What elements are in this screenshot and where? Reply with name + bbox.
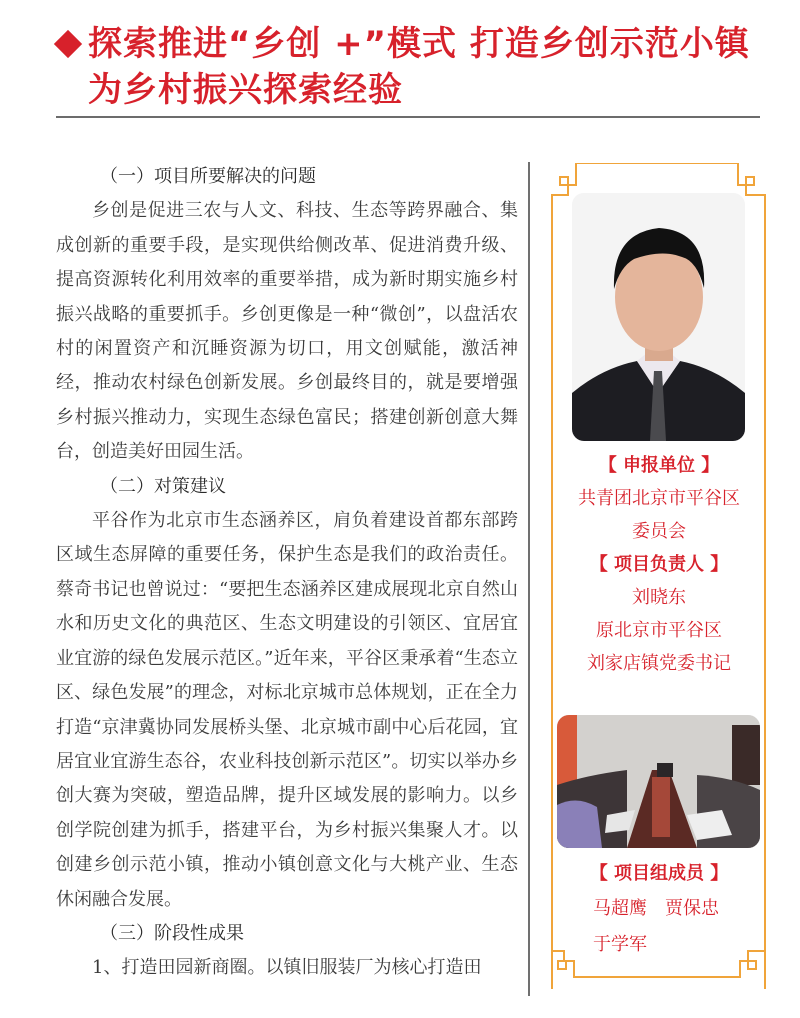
title-line-2: 为乡村振兴探索经验 <box>88 70 403 110</box>
section-heading-2: （二）对策建议 <box>100 475 226 497</box>
reporting-unit-line-2: 委员会 <box>632 521 686 542</box>
title-divider <box>56 116 760 118</box>
leader-portrait <box>572 193 745 441</box>
sidebar-info <box>556 449 762 680</box>
title-line-1: 探索推进“乡创 +”模式 打造乡创示范小镇 <box>88 24 750 64</box>
leader-title-line-1: 原北京市平谷区 <box>596 620 722 641</box>
section-1-paragraph: 乡创是促进三农与人文、科技、生态等跨界融合、集成创新的重要手段，是实现供给侧改革、促进消费升级、提高资源转化利用效率的重要举措，成为新时期实施乡村振兴战略的重要抓手。乡创更像是一种“微创”，以盘活农村的闲置资产和沉睡资源为切口，用文创赋能，激活神经，推动农村绿色创新发展。乡创最终目的，就是要增强乡村振兴推动力，实现生态绿色富民；搭建创新创意大舞台，创造美好田园生活。 <box>56 200 518 463</box>
section-heading-1: （一）项目所要解决的问题 <box>100 166 316 187</box>
members-list <box>593 891 763 963</box>
article-title <box>58 21 778 113</box>
reporting-unit-label: 【 申报单位 】 <box>598 455 720 476</box>
meeting-photo <box>557 715 760 848</box>
members-label: 【 项目组成员 】 <box>589 863 729 884</box>
member-name: 于学军 <box>593 934 647 955</box>
members-heading <box>556 857 762 890</box>
leader-name: 刘晓东 <box>632 587 686 608</box>
reporting-unit-line-1: 共青团北京市平谷区 <box>578 488 740 509</box>
leader-label: 【 项目负责人 】 <box>589 554 729 575</box>
column-divider <box>528 162 530 996</box>
article-body <box>56 160 518 986</box>
leader-title-line-2: 刘家店镇党委书记 <box>587 653 731 674</box>
section-heading-3: （三）阶段性成果 <box>100 922 244 944</box>
section-2-paragraph: 平谷作为北京市生态涵养区，肩负着建设首都东部跨区域生态屏障的重要任务，保护生态是我们的政治责任。蔡奇书记也曾说过：“要把生态涵养区建成展现北京自然山水和历史文化的典范区、生态文明建设的引领区、宜居宜业宜游的绿色发展示范区。”近年来，平谷区秉承着“生态立区、绿色发展”的理念，对标北京城市总体规划，正在全力打造“京津冀协同发展桥头堡、北京城市副中心后花园，宜居宜业宜游生态谷，农业科技创新示范区”。切实以举办乡创大赛为突破，塑造品牌，提升区域发展的影响力。以乡创学院创建为抓手，搭建平台，为乡村振兴集聚人才。以创建乡创示范小镇，推动小镇创意文化与大桃产业、生态休闲融合发展。 <box>56 510 518 910</box>
member-name: 贾保忠 <box>665 898 719 919</box>
member-name: 马超鹰 <box>593 898 647 919</box>
section-3-paragraph: 1、打造田园新商圈。以镇旧服装厂为核心打造田 <box>92 957 482 979</box>
